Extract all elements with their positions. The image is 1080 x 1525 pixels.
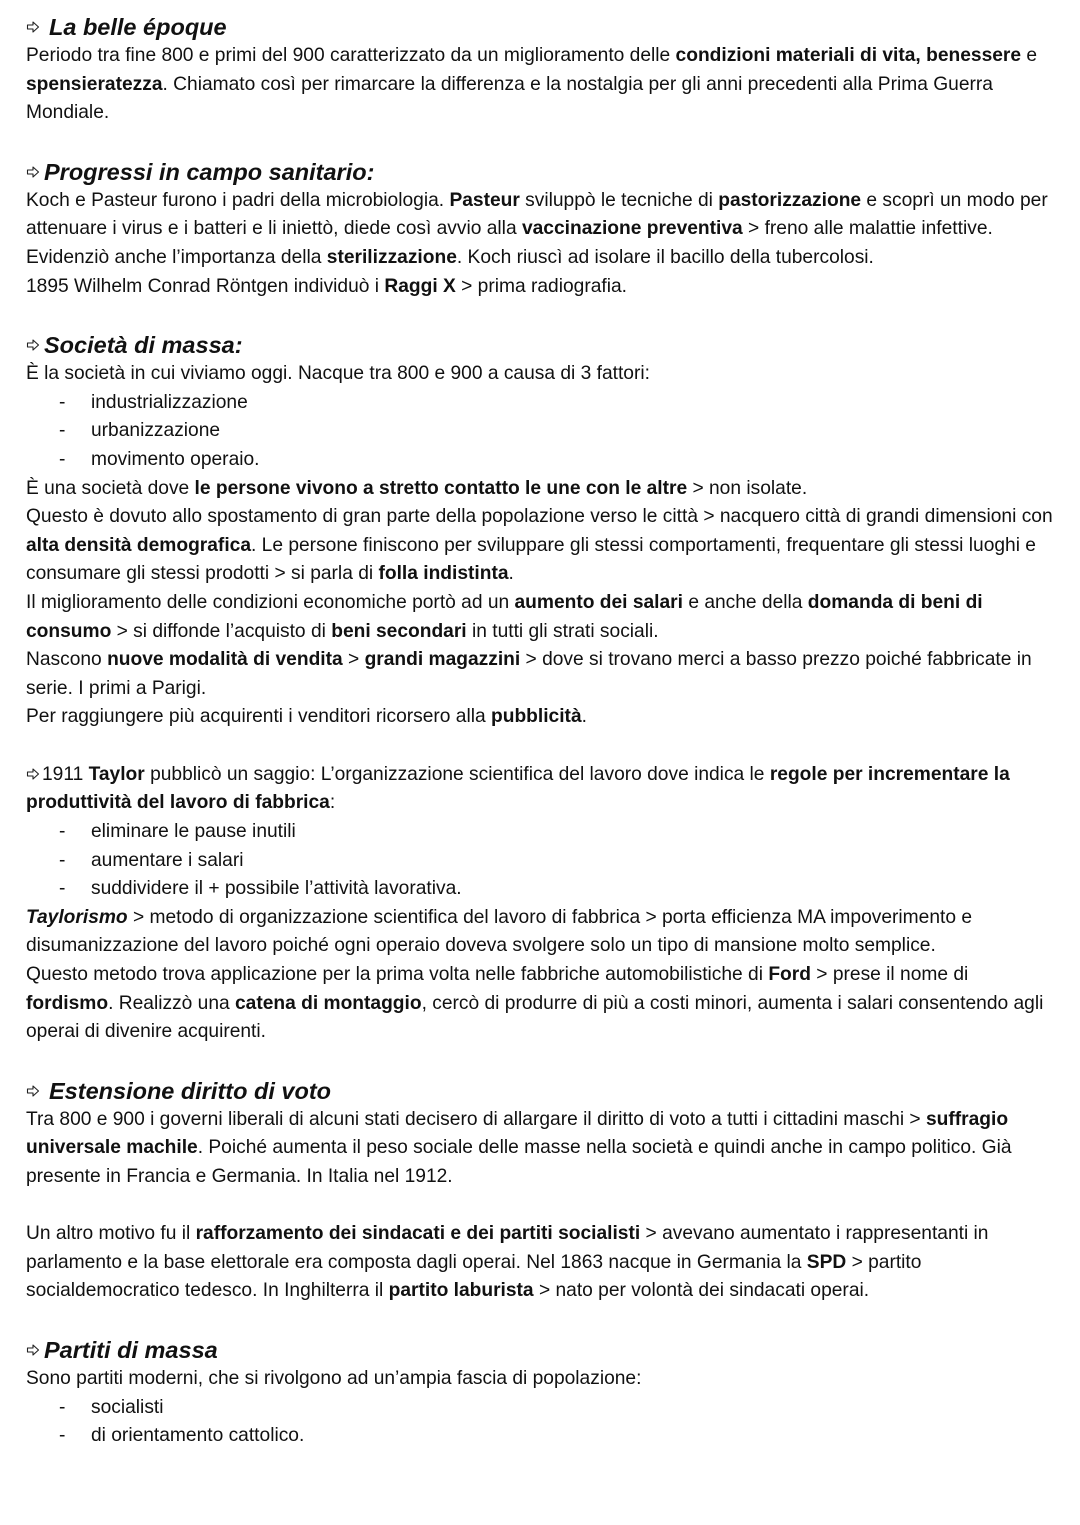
bold-term: condizioni materiali di vita, [675,45,921,66]
text-run: e anche della [682,591,808,613]
section-progressi-sanitario [26,157,1054,301]
bold-term: suffragio universale machile [26,1108,1009,1159]
text-run: Koch e Pasteur furono i padri della microbiologia. [26,189,450,211]
text-run: . [581,706,587,728]
bold-term: pastorizzazione [718,189,862,211]
heading-text: Estensione diritto di voto [49,1077,332,1104]
text-run: > non isolate. [687,477,808,499]
heading-progressi-sanitario [26,157,1054,187]
bold-term: spensieratezza [26,73,163,95]
paragraph [26,703,1054,732]
text-run: > dove si trovano merci a basso prezzo poiché fabbricate in serie. I primi a Parigi. [26,649,1032,699]
text-run: e scoprì un modo per attenuare i virus e i batteri e li iniettò, diede così avvio alla [26,189,1048,240]
text-run: > si diffonde l’acquisto di [111,620,332,642]
text-run: Nascono [26,649,108,671]
bold-term: catena di montaggio [235,992,422,1014]
paragraph [26,187,1054,273]
paragraph [26,503,1054,589]
paragraph: Sono partiti moderni, che si rivolgono ad un’ampia fascia di popolazione: [26,1367,642,1389]
paragraph [26,1220,1054,1306]
paragraph-text [26,764,1010,814]
text-run: . Chiamato così per rimarcare la differenza e la nostalgia per gli anni precedenti alla Prima Guerra Mondiale. [26,73,993,124]
arrow-right-icon [26,338,40,352]
text-run: . Poiché aumenta il peso sociale delle masse nella società e quindi anche in campo politico. Già presente in Francia e Germania. In Italia nel 1912. [26,1137,1012,1187]
heading-partiti-di-massa [26,1335,1054,1365]
bold-term: regole per incrementare la produttività del lavoro di fabbrica [26,763,1010,814]
section-societa-di-massa [26,330,1054,732]
text-run: Periodo tra fine 800 e primi del 900 caratterizzato da un miglioramento delle [26,45,676,66]
heading-text: La belle époque [49,14,227,40]
bold-term: beni secondari [331,620,467,642]
list-item: - suddividere il + possibile l’attività lavorativa. [26,875,1054,904]
parties-list [26,1394,1054,1451]
bold-term: benessere [926,45,1022,66]
section-diritto-di-voto [26,1076,1054,1306]
paragraph [26,904,1054,961]
paragraph [26,646,1054,703]
bold-term: aumento dei salari [514,591,683,613]
section-taylorismo [26,761,1054,1047]
text-run: pubblicò un saggio: L’organizzazione scientifica del lavoro dove indica le [144,763,770,785]
text-run: . Realizzò una [108,992,236,1014]
text-run: Questo è dovuto allo spostamento di gran parte della popolazione verso le città > nacquero città di grandi dimensioni con [26,506,1053,528]
bold-term: Taylor [88,763,145,785]
bold-term: grandi magazzini [364,649,521,671]
list-item: - socialisti [26,1394,1054,1423]
heading-text: Società di massa: [44,332,243,359]
list-item: - aumentare i salari [26,847,1054,876]
arrow-right-icon [26,1084,40,1098]
bold-term: nuove modalità di vendita [107,649,343,671]
text-run: : [329,792,336,814]
bold-term: Ford [768,964,811,986]
rules-list [26,818,1054,904]
text-run: e [1021,45,1038,66]
bold-term: alta densità demografica [26,534,251,556]
paragraph [26,589,1054,646]
bold-term: folla indistinta [378,563,509,585]
bold-term: partito laburista [388,1280,534,1302]
text-run: , cercò di produrre di più a costi minori, aumenta i salari consentendo agli operai di divenire acquirenti. [26,992,1044,1043]
heading-societa-di-massa [26,330,1054,360]
paragraph [26,761,1054,818]
text-run: Questo metodo trova applicazione per la prima volta nelle fabbriche automobilistiche di [26,964,769,986]
list-item: - eliminare le pause inutili [26,818,1054,847]
section-belle-epoque [26,12,1054,128]
arrow-right-icon [26,20,40,34]
text-run: 1911 [42,763,89,785]
text-run: > prese il nome di [810,964,969,986]
bold-term: Raggi X [384,275,456,297]
bold-term: Pasteur [449,189,520,211]
bold-term: SPD [806,1251,847,1273]
text-run: > avevano aumentato i rappresentanti in parlamento e la base elettorale era composta dagli operai. Nel 1863 nacque in Germania la [26,1223,989,1273]
arrow-right-icon [26,1343,40,1357]
text-run: . Koch riuscì ad isolare il bacillo della tubercolosi. [456,246,874,268]
bold-term: Taylorismo [26,906,128,928]
text-run: > prima radiografia. [455,275,627,297]
text-run: > partito socialdemocratico tedesco. In Inghilterra il [26,1251,922,1302]
text-run: Il miglioramento delle condizioni economiche portò ad un [26,591,515,613]
paragraph [26,42,1054,128]
text-run: > freno alle malattie infettive. Evidenziò anche l’importanza della [26,218,993,268]
text-run: > nato per volontà dei sindacati operai. [533,1280,870,1302]
text-run: Per raggiungere più acquirenti i venditori ricorsero alla [26,706,492,728]
heading-belle-epoque [26,12,1054,42]
text-run: > [342,649,365,671]
bold-term: sterilizzazione [326,246,457,268]
text-run: È una società dove [26,477,195,499]
arrow-right-icon [26,165,40,179]
list-item: - movimento operaio. [26,446,1054,475]
list-item: - urbanizzazione [26,417,1054,446]
paragraph [26,273,1054,302]
list-item: - industrializzazione [26,389,1054,418]
text-run: > metodo di organizzazione scientifica del lavoro di fabbrica > porta efficienza MA impoverimento e disumanizzazione del lavoro poiché ogni operaio doveva svolgere solo un tipo di mansione molto semplice. [26,906,973,957]
paragraph [26,475,1054,504]
text-run: sviluppò le tecniche di [519,189,719,211]
arrow-right-icon [26,767,40,781]
spacer [26,1192,1054,1221]
bold-term: rafforzamento dei sindacati e dei partiti socialisti [195,1223,641,1245]
heading-text: Partiti di massa [44,1336,218,1363]
paragraph [26,961,1054,1047]
heading-text: Progressi in campo sanitario: [44,158,375,185]
text-run: Tra 800 e 900 i governi liberali di alcuni stati decisero di allargare il diritto di voto a tutti i cittadini maschi > [26,1108,926,1130]
bold-term: pubblicità [491,706,582,728]
text-run: . Le persone finiscono per sviluppare gli stessi comportamenti, frequentare gli stessi luoghi e consumare gli stessi prodotti > si parla di [26,534,1036,585]
text-run: . [508,563,514,585]
list-item: - di orientamento cattolico. [26,1422,1054,1451]
bold-term: vaccinazione preventiva [521,218,743,240]
paragraph [26,1106,1054,1192]
heading-diritto-di-voto [26,1076,1054,1106]
bold-term: fordismo [26,992,109,1014]
text-run: in tutti gli strati sociali. [466,620,659,642]
factors-list [26,389,1054,475]
bold-term: domanda di beni di consumo [26,591,983,642]
paragraph: È la società in cui viviamo oggi. Nacque tra 800 e 900 a causa di 3 fattori: [26,363,650,385]
text-run: 1895 Wilhelm Conrad Röntgen individuò i [26,275,385,297]
section-partiti-di-massa [26,1335,1054,1451]
text-run: Un altro motivo fu il [26,1223,196,1245]
bold-term: le persone vivono a stretto contatto le une con le altre [194,477,688,499]
